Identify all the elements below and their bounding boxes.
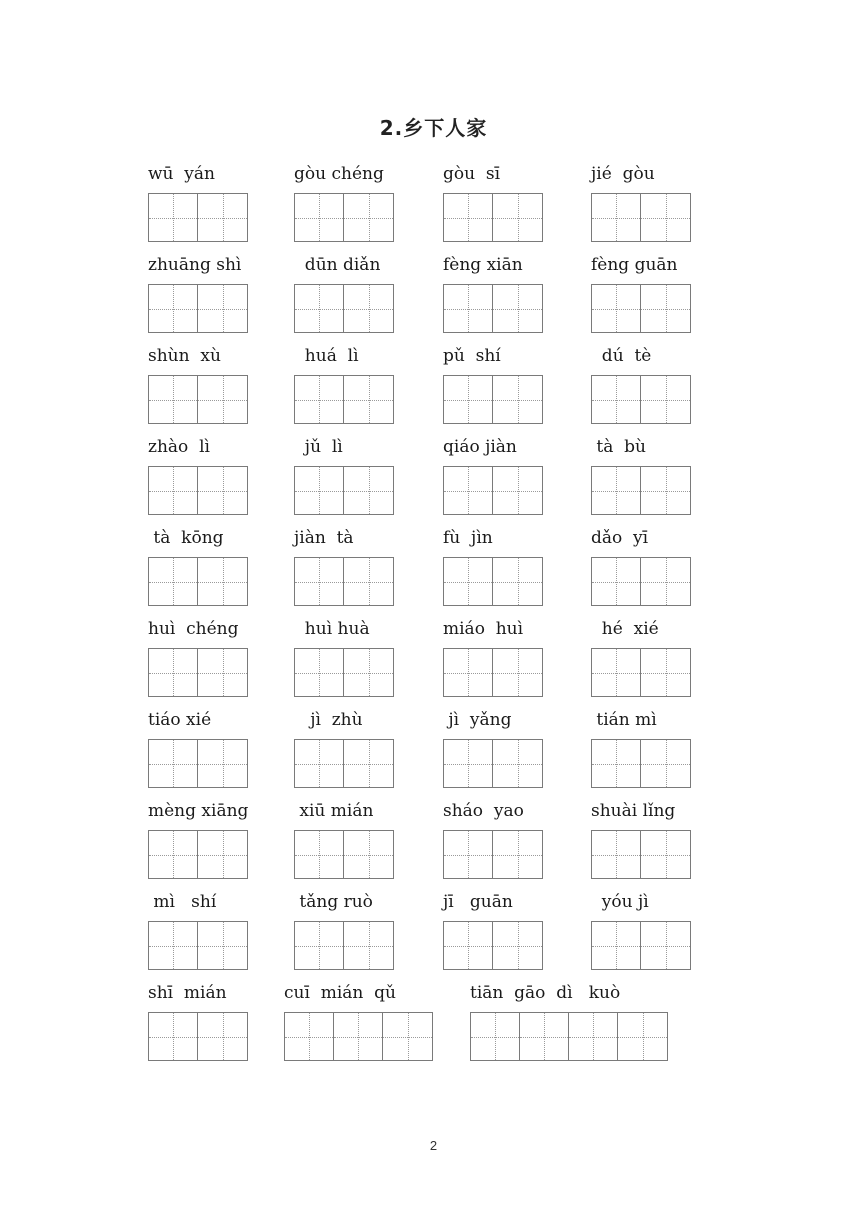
writing-grid[interactable] — [443, 193, 543, 242]
pinyin-label: pǔ shí — [443, 346, 501, 366]
writing-grid[interactable] — [443, 284, 543, 333]
tianzige-cell[interactable] — [149, 558, 198, 605]
tianzige-cell[interactable] — [149, 740, 198, 787]
pinyin-label: huì chéng — [148, 619, 239, 639]
tianzige-cell[interactable] — [383, 1013, 432, 1060]
pinyin-label: fù jìn — [443, 528, 493, 548]
tianzige-cell[interactable] — [334, 1013, 383, 1060]
tianzige-cell[interactable] — [592, 285, 641, 332]
pinyin-label: dú tè — [591, 346, 652, 366]
tianzige-cell[interactable] — [198, 831, 247, 878]
tianzige-cell[interactable] — [295, 194, 344, 241]
tianzige-cell[interactable] — [149, 194, 198, 241]
tianzige-cell[interactable] — [592, 831, 641, 878]
tianzige-cell[interactable] — [641, 467, 690, 514]
word-row — [0, 982, 867, 1072]
writing-grid[interactable] — [148, 1012, 248, 1061]
tianzige-cell[interactable] — [295, 558, 344, 605]
pinyin-label: mì shí — [148, 892, 217, 912]
writing-grid[interactable] — [148, 284, 248, 333]
writing-grid[interactable] — [294, 739, 394, 788]
pinyin-label: jiàn tà — [294, 528, 354, 548]
writing-grid[interactable] — [591, 466, 691, 515]
pinyin-label: dǎo yī — [591, 528, 649, 548]
writing-grid[interactable] — [148, 921, 248, 970]
tianzige-cell[interactable] — [493, 649, 542, 696]
tianzige-cell[interactable] — [493, 194, 542, 241]
tianzige-cell[interactable] — [493, 922, 542, 969]
tianzige-cell[interactable] — [344, 558, 393, 605]
pinyin-label: jī guān — [443, 892, 513, 912]
pinyin-label: huì huà — [294, 619, 370, 639]
tianzige-cell[interactable] — [493, 285, 542, 332]
pinyin-label: shùn xù — [148, 346, 221, 366]
tianzige-cell[interactable] — [149, 831, 198, 878]
tianzige-cell[interactable] — [344, 831, 393, 878]
tianzige-cell[interactable] — [592, 467, 641, 514]
pinyin-label: fèng xiān — [443, 255, 523, 275]
writing-grid[interactable] — [591, 739, 691, 788]
pinyin-label: dūn diǎn — [294, 255, 381, 275]
tianzige-cell[interactable] — [285, 1013, 334, 1060]
tianzige-cell[interactable] — [471, 1013, 520, 1060]
pinyin-label: wū yán — [148, 164, 215, 184]
word-row — [0, 709, 867, 799]
tianzige-cell[interactable] — [149, 649, 198, 696]
tianzige-cell[interactable] — [344, 376, 393, 423]
pinyin-label: miáo huì — [443, 619, 524, 639]
tianzige-cell[interactable] — [198, 194, 247, 241]
tianzige-cell[interactable] — [641, 194, 690, 241]
pinyin-label: jǔ lì — [294, 437, 343, 457]
pinyin-label: zhào lì — [148, 437, 210, 457]
writing-grid[interactable] — [294, 921, 394, 970]
pinyin-label: fèng guān — [591, 255, 678, 275]
pinyin-label: shuài lǐng — [591, 801, 676, 821]
tianzige-cell[interactable] — [344, 740, 393, 787]
tianzige-cell[interactable] — [295, 467, 344, 514]
writing-grid[interactable] — [148, 466, 248, 515]
writing-grid[interactable] — [443, 648, 543, 697]
word-row — [0, 436, 867, 526]
pinyin-label: shī mián — [148, 983, 227, 1003]
tianzige-cell[interactable] — [641, 558, 690, 605]
pinyin-label: gòu sī — [443, 164, 501, 184]
pinyin-label: jì zhù — [294, 710, 363, 730]
tianzige-cell[interactable] — [295, 922, 344, 969]
writing-grid[interactable] — [148, 557, 248, 606]
tianzige-cell[interactable] — [295, 831, 344, 878]
pinyin-label: xiū mián — [294, 801, 374, 821]
tianzige-cell[interactable] — [444, 285, 493, 332]
tianzige-cell[interactable] — [592, 740, 641, 787]
tianzige-cell[interactable] — [444, 558, 493, 605]
tianzige-cell[interactable] — [295, 285, 344, 332]
pinyin-label: qiáo jiàn — [443, 437, 517, 457]
tianzige-cell[interactable] — [444, 649, 493, 696]
writing-grid[interactable] — [443, 739, 543, 788]
tianzige-cell[interactable] — [198, 922, 247, 969]
pinyin-label: tǎng ruò — [294, 892, 373, 912]
writing-grid[interactable] — [148, 375, 248, 424]
pinyin-label: tà kōng — [148, 528, 224, 548]
tianzige-cell[interactable] — [493, 558, 542, 605]
writing-grid[interactable] — [443, 557, 543, 606]
writing-grid[interactable] — [294, 648, 394, 697]
tianzige-cell[interactable] — [344, 285, 393, 332]
page-number: 2 — [429, 1138, 438, 1153]
tianzige-cell[interactable] — [569, 1013, 618, 1060]
tianzige-cell[interactable] — [493, 467, 542, 514]
tianzige-cell[interactable] — [295, 376, 344, 423]
writing-grid[interactable] — [443, 466, 543, 515]
pinyin-label: gòu chéng — [294, 164, 384, 184]
tianzige-cell[interactable] — [149, 922, 198, 969]
tianzige-cell[interactable] — [444, 831, 493, 878]
writing-grid[interactable] — [591, 375, 691, 424]
tianzige-cell[interactable] — [641, 285, 690, 332]
pinyin-label: mèng xiāng — [148, 801, 249, 821]
word-row — [0, 254, 867, 344]
tianzige-cell[interactable] — [344, 467, 393, 514]
writing-grid[interactable] — [148, 739, 248, 788]
tianzige-cell[interactable] — [149, 467, 198, 514]
writing-grid[interactable] — [470, 1012, 668, 1061]
word-row — [0, 891, 867, 981]
tianzige-cell[interactable] — [198, 467, 247, 514]
writing-grid[interactable] — [443, 375, 543, 424]
writing-grid[interactable] — [591, 193, 691, 242]
tianzige-cell[interactable] — [444, 376, 493, 423]
tianzige-cell[interactable] — [592, 558, 641, 605]
tianzige-cell[interactable] — [344, 194, 393, 241]
tianzige-cell[interactable] — [198, 1013, 247, 1060]
tianzige-cell[interactable] — [444, 922, 493, 969]
tianzige-cell[interactable] — [295, 649, 344, 696]
pinyin-label: zhuāng shì — [148, 255, 242, 275]
pinyin-label: tiān gāo dì kuò — [470, 983, 621, 1003]
writing-grid[interactable] — [591, 830, 691, 879]
tianzige-cell[interactable] — [149, 1013, 198, 1060]
pinyin-label: huá lì — [294, 346, 359, 366]
writing-grid[interactable] — [591, 284, 691, 333]
writing-grid[interactable] — [294, 284, 394, 333]
tianzige-cell[interactable] — [641, 649, 690, 696]
tianzige-cell[interactable] — [344, 649, 393, 696]
tianzige-cell[interactable] — [444, 740, 493, 787]
word-row — [0, 345, 867, 435]
tianzige-cell[interactable] — [198, 376, 247, 423]
tianzige-cell[interactable] — [641, 740, 690, 787]
writing-grid[interactable] — [294, 375, 394, 424]
writing-grid[interactable] — [294, 466, 394, 515]
word-row — [0, 163, 867, 253]
tianzige-cell[interactable] — [493, 740, 542, 787]
pinyin-label: tiáo xié — [148, 710, 212, 730]
pinyin-label: cuī mián qǔ — [284, 983, 396, 1003]
tianzige-cell[interactable] — [198, 285, 247, 332]
tianzige-cell[interactable] — [592, 649, 641, 696]
writing-grid[interactable] — [148, 193, 248, 242]
tianzige-cell[interactable] — [444, 194, 493, 241]
writing-grid[interactable] — [591, 921, 691, 970]
writing-grid[interactable] — [443, 921, 543, 970]
tianzige-cell[interactable] — [295, 740, 344, 787]
tianzige-cell[interactable] — [592, 922, 641, 969]
tianzige-cell[interactable] — [198, 558, 247, 605]
writing-grid[interactable] — [294, 830, 394, 879]
writing-grid[interactable] — [443, 830, 543, 879]
pinyin-label: sháo yao — [443, 801, 524, 821]
writing-grid[interactable] — [148, 830, 248, 879]
tianzige-cell[interactable] — [444, 467, 493, 514]
tianzige-cell[interactable] — [344, 922, 393, 969]
tianzige-cell[interactable] — [641, 831, 690, 878]
writing-grid[interactable] — [148, 648, 248, 697]
pinyin-label: jié gòu — [591, 164, 655, 184]
writing-grid[interactable] — [294, 193, 394, 242]
writing-grid[interactable] — [591, 557, 691, 606]
word-row — [0, 618, 867, 708]
word-row — [0, 527, 867, 617]
word-row — [0, 800, 867, 890]
pinyin-label: yóu jì — [591, 892, 649, 912]
tianzige-cell[interactable] — [641, 376, 690, 423]
tianzige-cell[interactable] — [520, 1013, 569, 1060]
tianzige-cell[interactable] — [641, 922, 690, 969]
pinyin-label: tà bù — [591, 437, 647, 457]
tianzige-cell[interactable] — [493, 831, 542, 878]
writing-grid[interactable] — [284, 1012, 433, 1061]
tianzige-cell[interactable] — [592, 376, 641, 423]
tianzige-cell[interactable] — [592, 194, 641, 241]
writing-grid[interactable] — [591, 648, 691, 697]
tianzige-cell[interactable] — [149, 376, 198, 423]
tianzige-cell[interactable] — [198, 649, 247, 696]
tianzige-cell[interactable] — [493, 376, 542, 423]
tianzige-cell[interactable] — [198, 740, 247, 787]
writing-grid[interactable] — [294, 557, 394, 606]
pinyin-label: jì yǎng — [443, 710, 512, 730]
tianzige-cell[interactable] — [149, 285, 198, 332]
pinyin-label: tián mì — [591, 710, 657, 730]
pinyin-label: hé xié — [591, 619, 659, 639]
page-title: 2.乡下人家 — [379, 116, 488, 140]
tianzige-cell[interactable] — [618, 1013, 667, 1060]
